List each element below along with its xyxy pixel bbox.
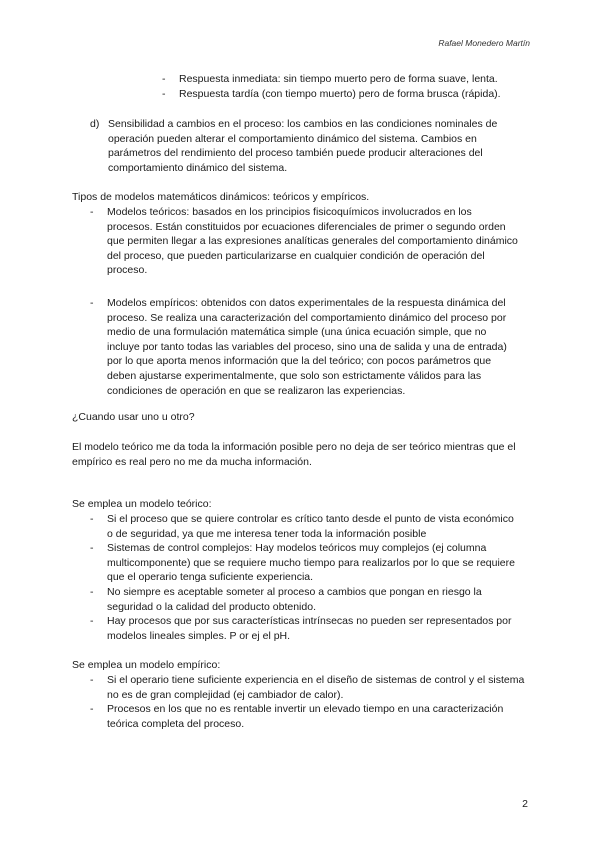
theoretical-list (90, 512, 520, 643)
author-header: Rafael Monedero Martín (438, 38, 530, 48)
answer-text: El modelo teórico me da toda la información posible pero no deja de ser teórico mientras que el empírico es real pero no me da mucha información. (72, 441, 516, 468)
item-d-text: Sensibilidad a cambios en el proceso: los cambios en las condiciones nominales de operación pueden alterar el comportamiento dinámico del sistema. Cambios en parámetros del rendimiento del proceso también puede producir alteraciones del comportamiento dinámico del sistema. (108, 118, 498, 174)
list-item: - No siempre es aceptable someter al proceso a cambios que pongan en riesgo la seguridad o la calidad del producto obtenido. (90, 585, 520, 614)
item-d (90, 117, 520, 175)
list-item: - Modelos teóricos: basados en los principios fisicoquímicos involucrados en los procesos. Están constituidos por ecuaciones diferenciales de primer o segundo orden que permiten llegar a las expresiones analíticas generales del comportamiento dinámico del proceso, que pueden particularizarse en cualquier condición de operación del proceso. (90, 205, 520, 278)
list-item: - Sistemas de control complejos: Hay modelos teóricos muy complejos (ej columna multicomponente) que se requiere mucho tiempo para realizarlos por lo que se requiere que el operario tenga suficiente experiencia. (90, 541, 520, 585)
theoretical-heading: Se emplea un modelo teórico: (72, 498, 212, 510)
list-item: - Modelos empíricos: obtenidos con datos experimentales de la respuesta dinámica del proceso. Se realiza una caracterización del comportamiento dinámico del proceso por medio de una formulación matemática simple (una única ecuación simple, que no incluye por tanto todas las variables del proceso, sino una de salida y una de entrada) por lo que aporta menos información que la del teórico; con pocos parámetros que deben ajustarse experimentalmente, que solo son estrictamente válidos para las condiciones de operación en que se realizaron las experiencias. (90, 296, 520, 398)
list-item: - Respuesta tardía (con tiempo muerto) pero de forma brusca (rápida). (162, 87, 542, 102)
list-item: - Si el operario tiene suficiente experiencia en el diseño de sistemas de control y el sistema no es de gran complejidad (ej cambiador de calor). (90, 673, 530, 702)
response-list (162, 72, 542, 101)
page-number: 2 (522, 798, 528, 810)
empirical-heading: Se emplea un modelo empírico: (72, 659, 221, 671)
item-d-marker: d) (90, 118, 100, 130)
models-list (90, 205, 520, 398)
list-item: - Hay procesos que por sus características intrínsecas no pueden ser representados por modelos lineales simples. P or ej el pH. (90, 614, 520, 643)
models-heading: Tipos de modelos matemáticos dinámicos: teóricos y empíricos. (72, 191, 370, 203)
list-item: - Si el proceso que se quiere controlar es crítico tanto desde el punto de vista económico o de seguridad, ya que me interesa tener toda la información posible (90, 512, 520, 541)
empirical-list (90, 673, 530, 731)
list-item: - Procesos en los que no es rentable invertir un elevado tiempo en una caracterización teórica completa del proceso. (90, 702, 530, 731)
question-text: ¿Cuando usar uno u otro? (72, 411, 195, 423)
list-item: - Respuesta inmediata: sin tiempo muerto pero de forma suave, lenta. (162, 72, 542, 87)
